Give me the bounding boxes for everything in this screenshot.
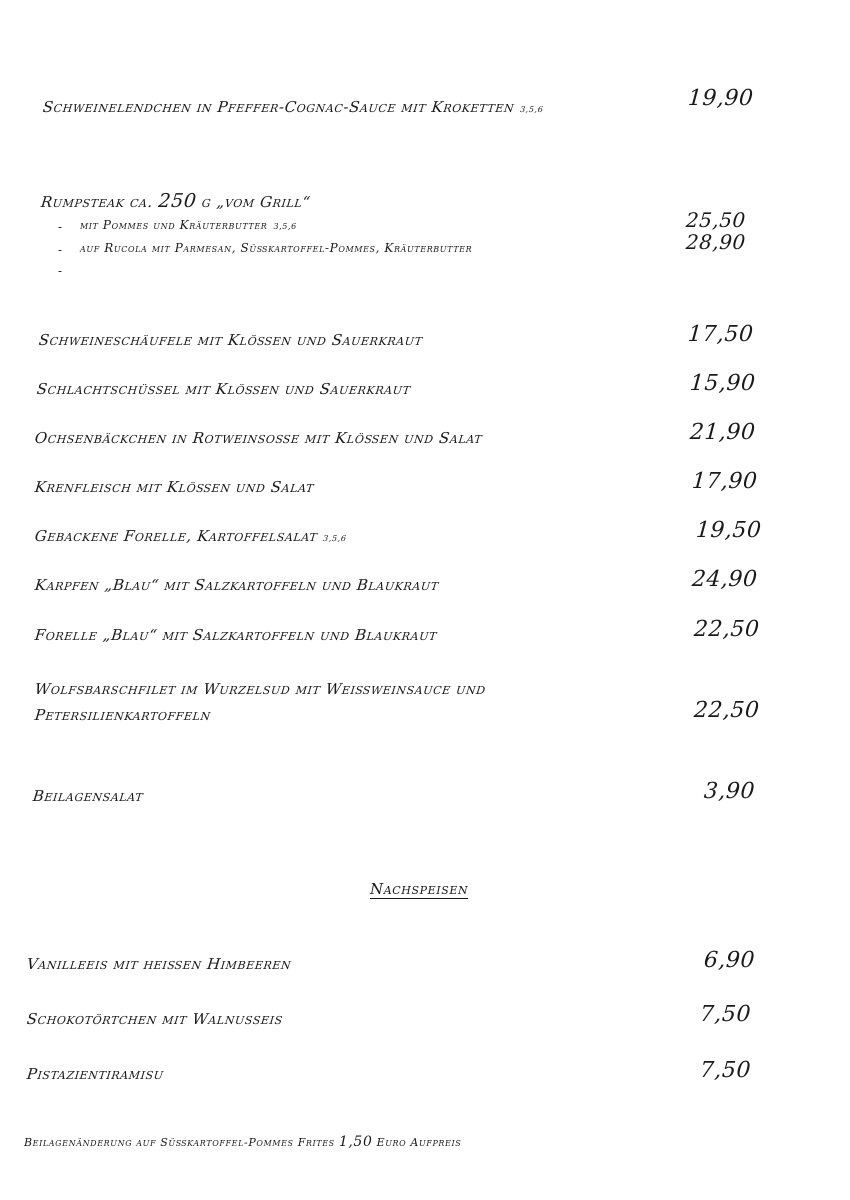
- price-rumpsteak-option-1: 25,50: [685, 208, 747, 232]
- note-text-pre: Beilagenänderung auf Süßkartoffel-Pommes Frites: [24, 1136, 335, 1149]
- menu-item-wolfsbarsch-line-1: Wolfsbarschfilet im Wurzelsud mit Weißweinsauce und: [34, 680, 487, 698]
- menu-item-krenfleisch: Krenfleisch mit Klößen und Salat: [34, 478, 316, 496]
- menu-item-vanilleeis: Vanilleeis mit heißen Himbeeren: [26, 955, 293, 973]
- note-text-post: Euro Aufpreis: [376, 1136, 462, 1149]
- rumpsteak-title-post: g „vom Grill“: [200, 193, 312, 211]
- option-dash: -: [58, 264, 63, 278]
- price-forelle-blau: 22,50: [693, 617, 761, 642]
- option-dash: -: [58, 220, 63, 234]
- price-schaeufele: 17,50: [687, 322, 755, 347]
- option-label: mit Pommes und Kräuterbutter: [80, 218, 268, 232]
- menu-item-ochsenbaeckchen: Ochsenbäckchen in Rotweinsoße mit Klößen und Salat: [34, 429, 484, 447]
- rumpsteak-title-pre: Rumpsteak ca.: [40, 193, 154, 211]
- price-rumpsteak-option-2: 28,90: [685, 230, 747, 254]
- menu-item-wolfsbarsch-line-2: Petersilienkartoffeln: [34, 706, 212, 724]
- dish-name: Gebackene Forelle, Kartoffelsalat: [34, 527, 319, 545]
- menu-item-schokotoertchen: Schokotörtchen mit Walnusseis: [26, 1010, 284, 1028]
- menu-item-schaeufele: Schweineschäufele mit Klößen und Sauerkraut: [38, 331, 424, 349]
- price-beilagensalat: 3,90: [703, 779, 756, 804]
- menu-item-schlachtschuessel: Schlachtschüssel mit Klößen und Sauerkraut: [36, 380, 412, 398]
- menu-item-karpfen-blau: Karpfen „Blau“ mit Salzkartoffeln und Blaukraut: [34, 576, 440, 594]
- price-schlachtschuessel: 15,90: [689, 371, 757, 396]
- price-wolfsbarsch: 22,50: [693, 698, 761, 723]
- price-pistazientiramisu: 7,50: [699, 1058, 752, 1083]
- option-dash: -: [58, 243, 63, 257]
- menu-item-pistazientiramisu: Pistazientiramisu: [26, 1065, 165, 1083]
- side-dish-change-note: [24, 1134, 461, 1150]
- menu-item-rumpsteak: [40, 190, 312, 212]
- menu-item-beilagensalat: Beilagensalat: [32, 787, 145, 805]
- menu-item-forelle-blau: Forelle „Blau“ mit Salzkartoffeln und Blaukraut: [34, 626, 439, 644]
- dish-name: Schweinelendchen in Pfeffer-Cognac-Sauce mit Kroketten: [42, 98, 516, 116]
- price-gebackene-forelle: 19,50: [695, 518, 763, 543]
- rumpsteak-weight: 250: [157, 190, 198, 212]
- price-ochsenbaeckchen: 21,90: [689, 420, 757, 445]
- allergen-info: 3,5,6: [273, 222, 297, 231]
- price-vanilleeis: 6,90: [703, 948, 756, 973]
- menu-item-gebackene-forelle: [34, 527, 348, 545]
- rumpsteak-option-1: [80, 218, 297, 232]
- note-amount: 1,50: [338, 1134, 373, 1150]
- price-schokotoertchen: 7,50: [699, 1002, 752, 1027]
- price-schweinelendchen: 19,90: [687, 86, 755, 111]
- price-karpfen-blau: 24,90: [691, 567, 759, 592]
- price-krenfleisch: 17,90: [691, 469, 759, 494]
- menu-item-schweinelendchen: [42, 98, 545, 116]
- rumpsteak-option-2: auf Rucola mit Parmesan, Süßkartoffel-Pommes, Kräuterbutter: [80, 241, 473, 255]
- section-heading-nachspeisen: Nachspeisen: [370, 880, 469, 898]
- allergen-info: 3,5,6: [519, 105, 544, 114]
- allergen-info: 3,5,6: [322, 534, 348, 543]
